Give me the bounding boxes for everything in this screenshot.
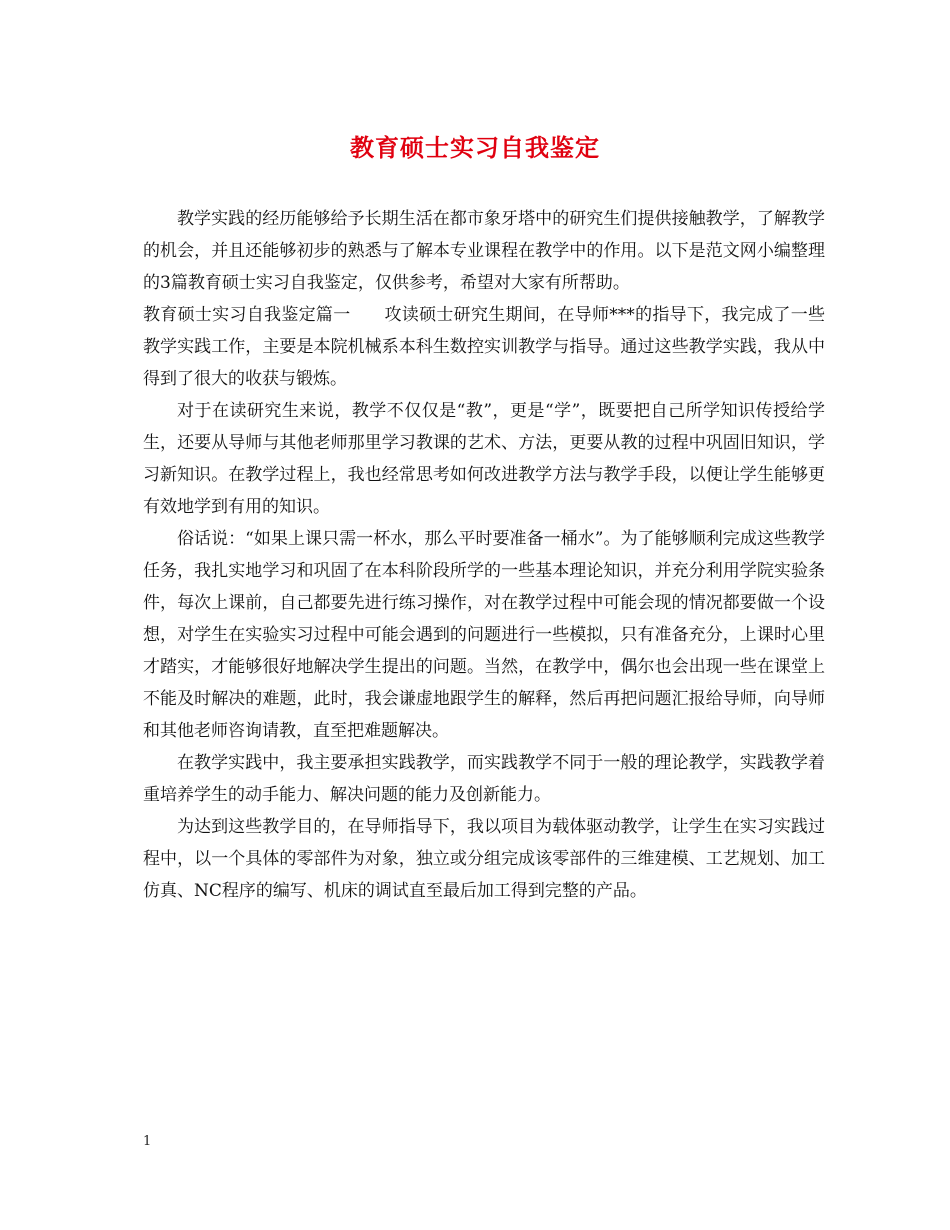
- body-paragraph: 俗话说：“如果上课只需一杯水，那么平时要准备一桶水”。为了能够顺利完成这些教学任务，我扎实地学习和巩固了在本科阶段所学的一些基本理论知识，并充分利用学院实验条件，每次上课前，自己都要先进行练习操作，对在教学过程中可能会现的情况都要做一个设想，对学生在实验实习过程中可能会遇到的问题进行一些模拟，只有准备充分，上课时心里才踏实，才能够很好地解决学生提出的问题。当然，在教学中，偶尔也会出现一些在课堂上不能及时解决的难题，此时，我会谦虚地跟学生的解释，然后再把问题汇报给导师，向导师和其他老师咨询请教，直至把难题解决。: [143, 529, 825, 741]
- document-title: 教育硕士实习自我鉴定: [350, 133, 600, 162]
- section-one-text: 攻读硕士研究生期间，在导师***的指导下，我完成了一些教学实践工作，主要是本院机械系本科生数控实训教学与指导。通过这些教学实践，我从中得到了很大的收获与锻炼。: [143, 305, 825, 389]
- body-paragraph: 为达到这些教学目的，在导师指导下，我以项目为载体驱动教学，让学生在实习实践过程中，以一个具体的零部件为对象，独立或分组完成该零部件的三维建模、工艺规划、加工仿真、NC程序的编写、机床的调试直至最后加工得到完整的产品。: [143, 817, 825, 901]
- section-one-paragraph: [143, 299, 825, 395]
- document-body: [143, 203, 825, 907]
- body-paragraph: 在教学实践中，我主要承担实践教学，而实践教学不同于一般的理论教学，实践教学着重培养学生的动手能力、解决问题的能力及创新能力。: [143, 753, 825, 805]
- section-one-label: 教育硕士实习自我鉴定篇一: [143, 305, 351, 325]
- page-number: 1: [143, 1134, 152, 1149]
- intro-paragraph: 教学实践的经历能够给予长期生活在都市象牙塔中的研究生们提供接触教学，了解教学的机会，并且还能够初步的熟悉与了解本专业课程在教学中的作用。以下是范文网小编整理的3篇教育硕士实习自我鉴定，仅供参考，希望对大家有所帮助。: [143, 209, 825, 293]
- body-paragraph: 对于在读研究生来说，教学不仅仅是“教”，更是“学”，既要把自己所学知识传授给学生，还要从导师与其他老师那里学习教课的艺术、方法，更要从教的过程中巩固旧知识，学习新知识。在教学过程上，我也经常思考如何改进教学方法与教学手段，以便让学生能够更有效地学到有用的知识。: [143, 401, 825, 517]
